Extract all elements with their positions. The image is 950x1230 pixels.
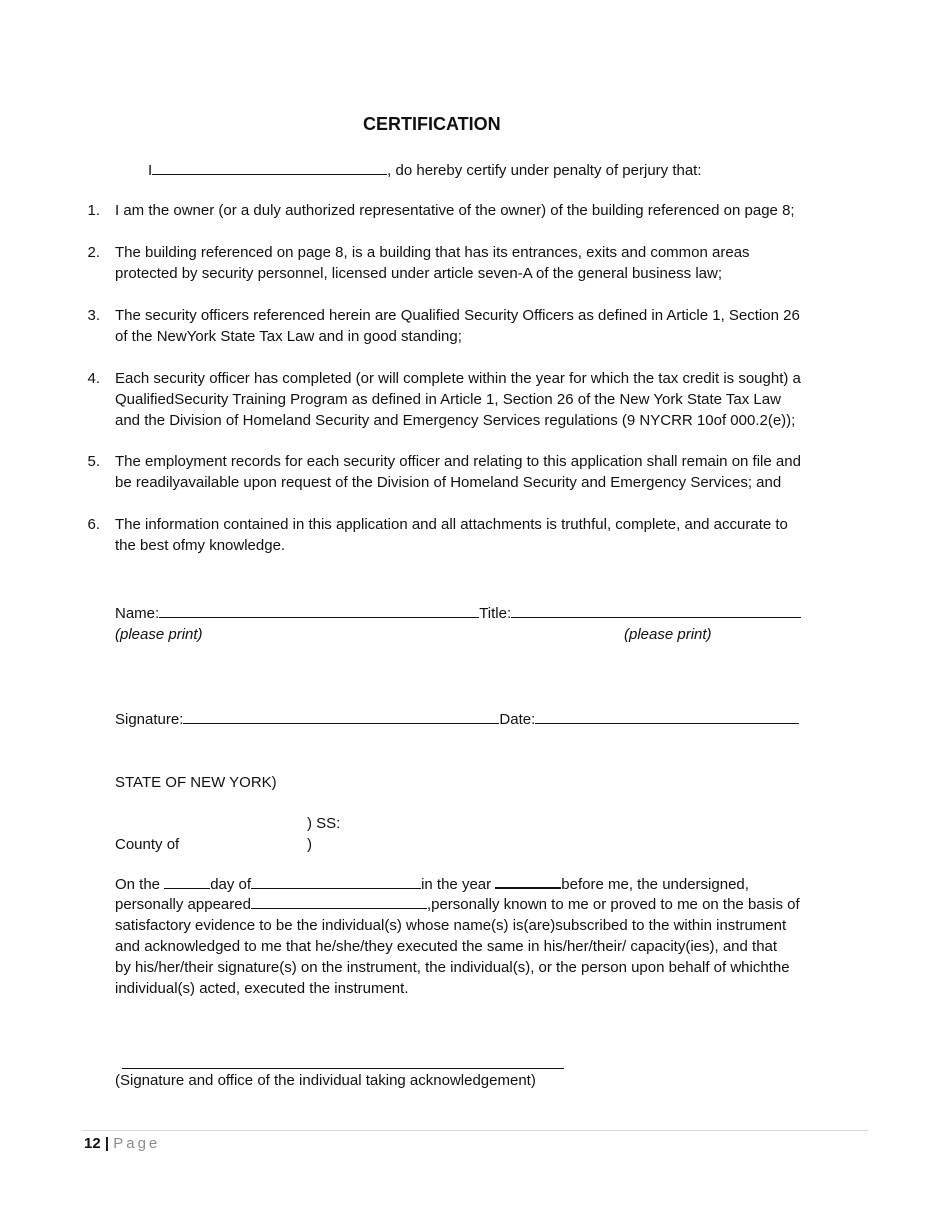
acknowledgement-caption: (Signature and office of the individual taking acknowledgement) xyxy=(115,1072,536,1089)
notary-text: On the xyxy=(115,876,165,893)
name-title-row xyxy=(115,603,801,624)
item-text-line: Each security officer has completed (or will complete within the year for which the tax credit is sought) a xyxy=(115,370,801,387)
footer-divider xyxy=(82,1130,868,1131)
notary-text: before me, the undersigned, xyxy=(561,876,749,893)
item-number: 5. xyxy=(87,453,100,470)
notary-line-5: by his/her/their signature(s) on the instrument, the individual(s), or the person upon behalf of whichthe xyxy=(115,959,790,976)
footer-separator: | xyxy=(104,1135,110,1152)
notary-text: day of xyxy=(210,876,252,893)
intro-text: , do hereby certify under penalty of perjury that: xyxy=(387,162,702,179)
ss-mark: ) SS: xyxy=(307,815,341,832)
signature-field[interactable] xyxy=(183,709,499,724)
month-blank[interactable] xyxy=(251,874,421,889)
state-line: STATE OF NEW YORK) xyxy=(115,774,277,791)
notary-text: personally appeared xyxy=(115,896,251,913)
item-text-line: The information contained in this application and all attachments is truthful, complete, and accurate to xyxy=(115,516,788,533)
notary-line-4: and acknowledged to me that he/she/they executed the same in his/her/their/ capacity(ies), and that xyxy=(115,938,778,955)
signature-date-row xyxy=(115,709,799,730)
item-text: I am the owner (or a duly authorized representative of the owner) of the building referenced on page 8; xyxy=(115,202,795,219)
item-number: 4. xyxy=(87,370,100,387)
county-paren: ) xyxy=(307,836,312,853)
notary-text: in the year xyxy=(421,876,496,893)
name-label: Name: xyxy=(115,605,160,622)
item-text-line: The security officers referenced herein are Qualified Security Officers as defined in Article 1, Section 26 xyxy=(115,307,800,324)
title-label: Title: xyxy=(479,605,512,622)
page-number: 12 xyxy=(84,1135,101,1152)
title-field[interactable] xyxy=(511,603,801,618)
appeared-name-blank[interactable] xyxy=(251,894,427,909)
page-title: CERTIFICATION xyxy=(363,114,501,134)
date-label: Date: xyxy=(499,711,536,728)
notary-line-2 xyxy=(115,894,800,915)
year-blank[interactable] xyxy=(495,873,561,889)
intro-prefix: I xyxy=(148,162,153,179)
item-number: 1. xyxy=(87,202,100,219)
notary-text: ,personally known to me or proved to me on the basis of xyxy=(426,896,800,913)
item-number: 3. xyxy=(87,307,100,324)
item-text-line: the best ofmy knowledge. xyxy=(115,537,286,554)
notary-line-1 xyxy=(115,873,749,895)
item-text-line: The building referenced on page 8, is a building that has its entrances, exits and common areas xyxy=(115,244,750,261)
item-text-line: be readilyavailable upon request of the Division of Homeland Security and Emergency Services; and xyxy=(115,474,782,491)
acknowledgement-signature-line[interactable] xyxy=(122,1068,564,1069)
item-text-line: The employment records for each security officer and relating to this application shall remain on file and xyxy=(115,453,801,470)
title-please-print: (please print) xyxy=(624,626,712,643)
item-text-line: QualifiedSecurity Training Program as defined in Article 1, Section 26 of the New York State Tax Law xyxy=(115,391,781,408)
notary-line-3: satisfactory evidence to be the individual(s) whose name(s) is(are)subscribed to the within instrument xyxy=(115,917,787,934)
item-text-line: protected by security personnel, licensed under article seven-A of the general business law; xyxy=(115,265,723,282)
page-footer xyxy=(84,1133,160,1154)
certifier-name-blank[interactable] xyxy=(152,160,387,175)
date-field[interactable] xyxy=(535,709,799,724)
notary-line-6: individual(s) acted, executed the instrument. xyxy=(115,980,409,997)
item-number: 6. xyxy=(87,516,100,533)
item-text-line: and the Division of Homeland Security and Emergency Services regulations (9 NYCRR 10of 000.2(e)); xyxy=(115,412,796,429)
page-word: Page xyxy=(113,1135,161,1152)
name-please-print: (please print) xyxy=(115,626,203,643)
item-number: 2. xyxy=(87,244,100,261)
county-label: County of xyxy=(115,836,180,853)
name-field[interactable] xyxy=(159,603,479,618)
item-text-line: of the NewYork State Tax Law and in good standing; xyxy=(115,328,462,345)
signature-label: Signature: xyxy=(115,711,184,728)
certify-intro xyxy=(148,160,702,181)
day-blank[interactable] xyxy=(164,874,210,889)
